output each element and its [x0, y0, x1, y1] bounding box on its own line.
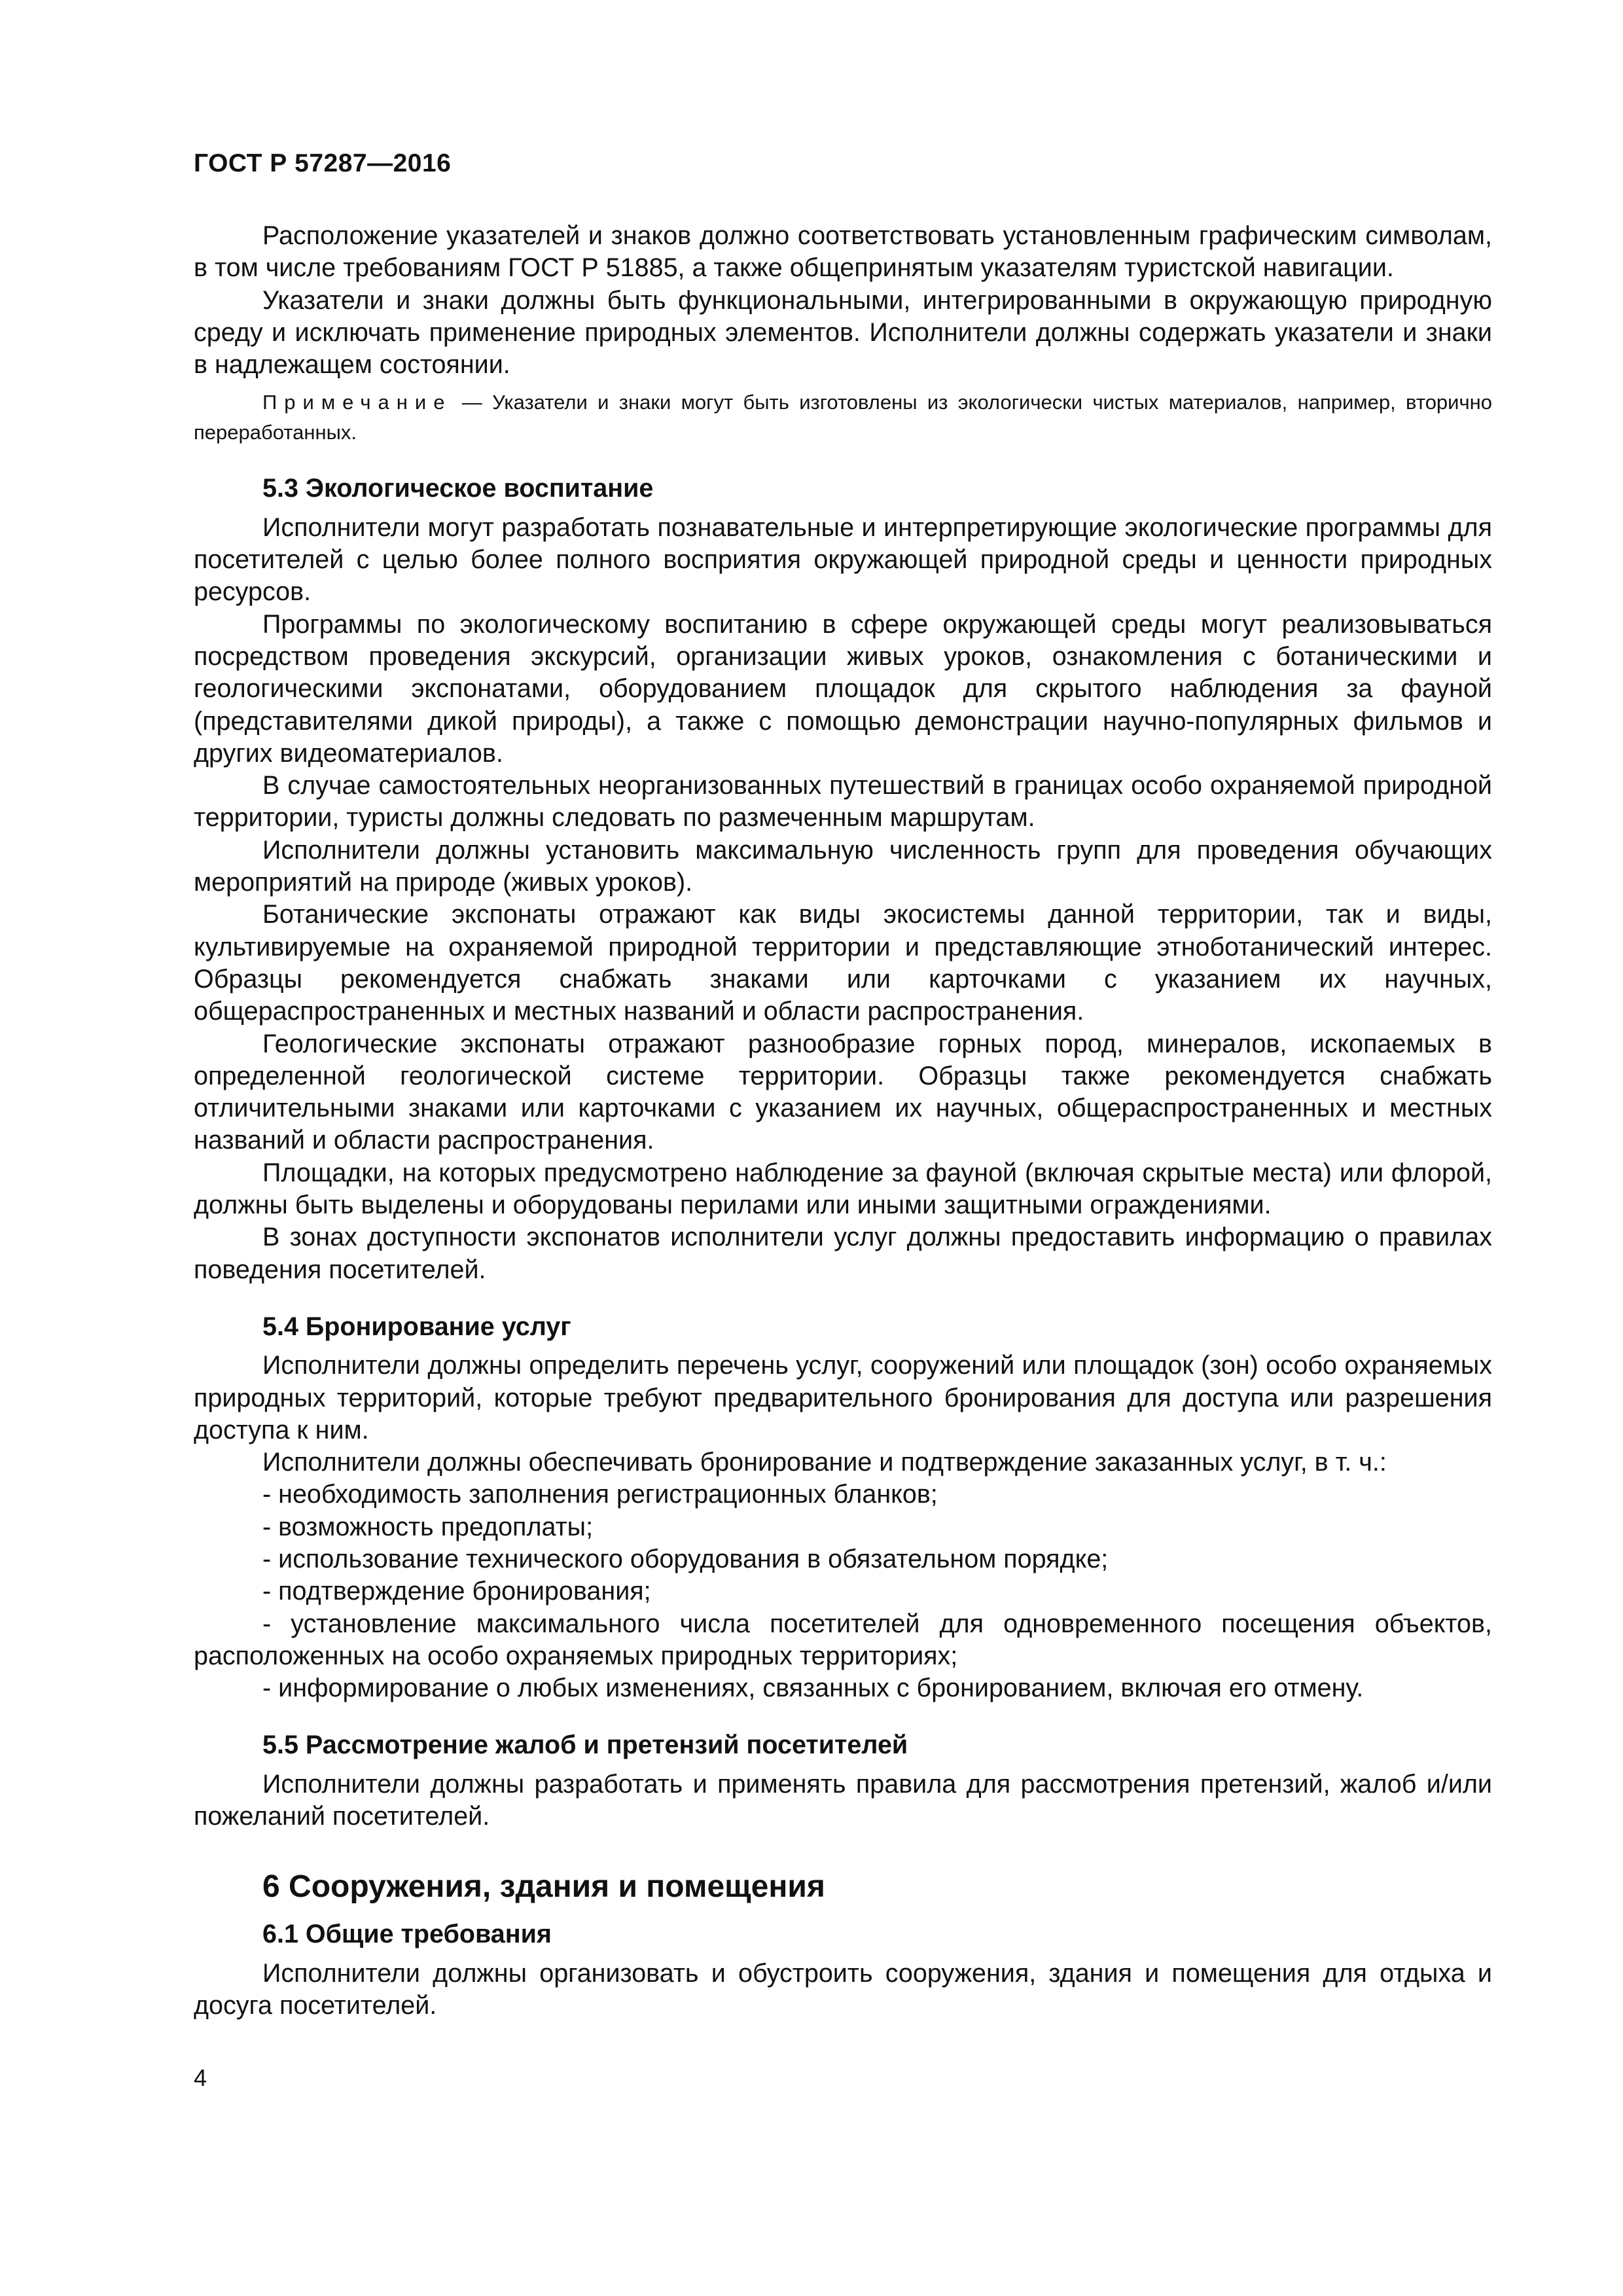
page-content: [194, 220, 1492, 2022]
list-item: - установление максимального числа посетителей для одновременного посещения объектов, расположенных на особо охраняемых природных территориях;: [194, 1609, 1492, 1670]
note-text: — Указатели и знаки могут быть изготовлены из экологически чистых материалов, например, вторично переработанных.: [194, 391, 1492, 444]
paragraph: Расположение указателей и знаков должно соответствовать установленным графическим символам, в том числе требованиям ГОСТ Р 51885, а также общепринятым указателям туристской навигации.: [194, 221, 1492, 283]
list-item: - информирование о любых изменениях, связанных с бронированием, включая его отмену.: [262, 1674, 1364, 1703]
paragraph: Исполнители должны организовать и обустроить сооружения, здания и помещения для отдыха и досуга посетителей.: [194, 1958, 1492, 2020]
list-item: - необходимость заполнения регистрационных бланков;: [262, 1480, 938, 1509]
paragraph: Программы по экологическому воспитанию в сфере окружающей среды могут реализовываться посредством проведения экскурсий, организации живых уроков, ознакомления с ботаническими и геологическими экспонатами, оборудованием площадок для скрытого наблюдения за фауной (представителями дикой природы), а также с помощью демонстрации научно-популярных фильмов и других видеоматериалов.: [194, 609, 1492, 768]
section-heading-5-4: 5.4 Бронирование услуг: [262, 1312, 571, 1341]
paragraph: Площадки, на которых предусмотрено наблюдение за фауной (включая скрытые места) или флорой, должны быть выделены и оборудованы перилами или иными защитными ограждениями.: [194, 1158, 1492, 1220]
chapter-heading-6: 6 Сооружения, здания и помещения: [262, 1869, 825, 1905]
paragraph: Ботанические экспонаты отражают как виды экосистемы данной территории, так и виды, культивируемые на охраняемой природной территории и представляющие этноботанический интерес. Образцы рекомендуется снабжать знаками или карточками с указанием их научных, общераспространенных и местных названий и области распространения.: [194, 900, 1492, 1026]
document-header: ГОСТ Р 57287—2016: [194, 149, 452, 177]
paragraph: Указатели и знаки должны быть функциональными, интегрированными в окружающую природную среду и исключать применение природных элементов. Исполнители должны содержать указатели и знаки в надлежащем состоянии.: [194, 285, 1492, 380]
paragraph: Исполнители должны обеспечивать бронирование и подтверждение заказанных услуг, в т. ч.:: [262, 1448, 1387, 1477]
section-heading-5-5: 5.5 Рассмотрение жалоб и претензий посетителей: [262, 1731, 908, 1760]
list-item: - возможность предоплаты;: [262, 1512, 594, 1541]
section-heading-5-3: 5.3 Экологическое воспитание: [262, 474, 654, 503]
note: [194, 387, 1492, 448]
note-label: Примечание: [262, 391, 452, 414]
paragraph: В зонах доступности экспонатов исполнители услуг должны предоставить информацию о правилах поведения посетителей.: [194, 1223, 1492, 1284]
list-item: - использование технического оборудования в обязательном порядке;: [262, 1544, 1109, 1573]
section-heading-6-1: 6.1 Общие требования: [262, 1920, 552, 1949]
paragraph: Исполнители должны разработать и применять правила для рассмотрения претензий, жалоб и/или пожеланий посетителей.: [194, 1769, 1492, 1831]
list-item: - подтверждение бронирования;: [262, 1577, 651, 1606]
paragraph: Исполнители должны установить максимальную численность групп для проведения обучающих мероприятий на природе (живых уроков).: [194, 835, 1492, 897]
paragraph: Исполнители должны определить перечень услуг, сооружений или площадок (зон) особо охраняемых природных территорий, которые требуют предварительного бронирования для доступа или разрешения доступа к ним.: [194, 1351, 1492, 1444]
paragraph: В случае самостоятельных неорганизованных путешествий в границах особо охраняемой природной территории, туристы должны следовать по размеченным маршрутам.: [194, 771, 1492, 833]
paragraph: Геологические экспонаты отражают разнообразие горных пород, минералов, ископаемых в определенной геологической системе территории. Образцы также рекомендуется снабжать отличительными знаками или карточками с указанием их научных, общераспространенных и местных названий и области распространения.: [194, 1029, 1492, 1155]
page-number: 4: [194, 2064, 207, 2091]
paragraph: Исполнители могут разработать познавательные и интерпретирующие экологические программы для посетителей с целью более полного восприятия окружающей природной среды и ценности природных ресурсов.: [194, 512, 1492, 607]
